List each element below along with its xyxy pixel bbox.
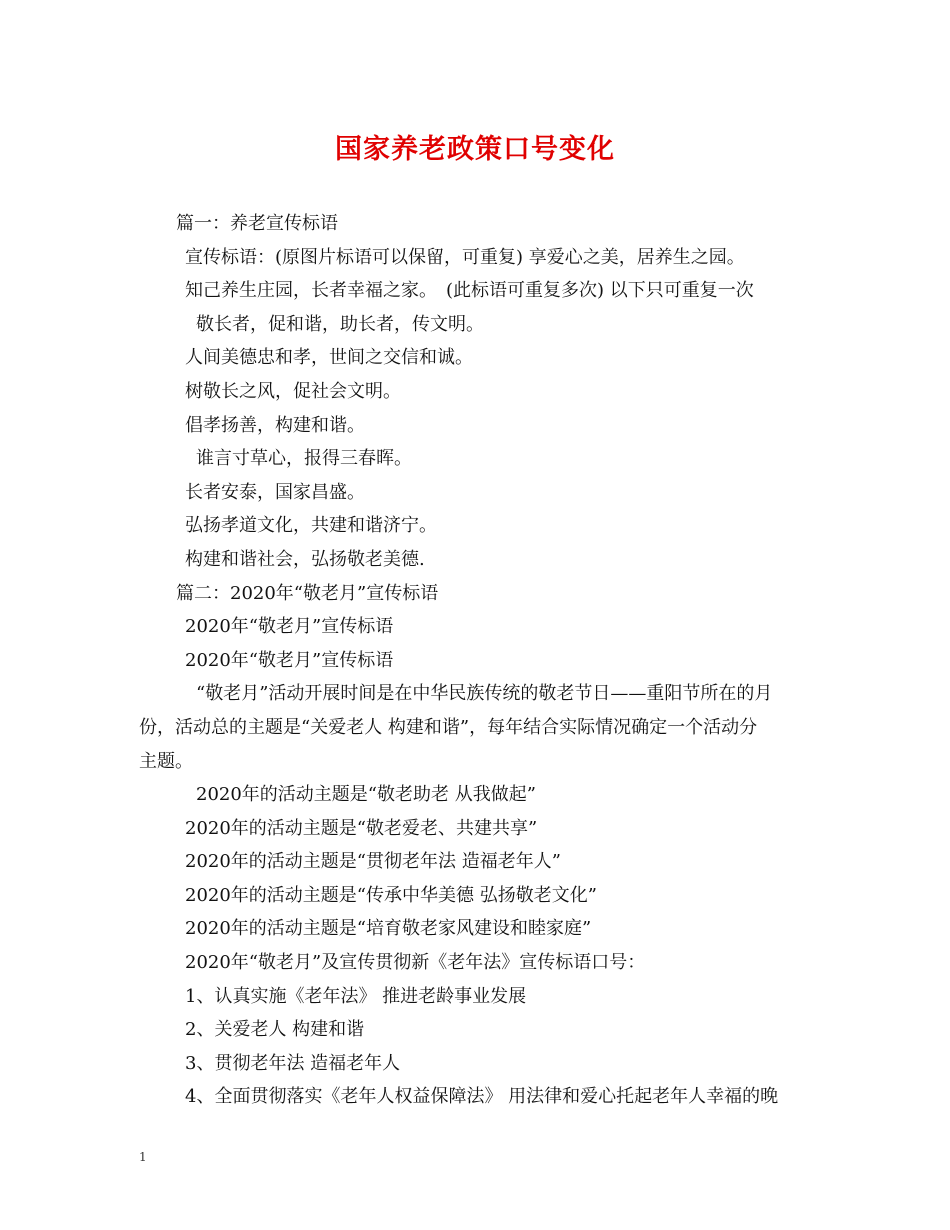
text-line: 构建和谐社会，弘扬敬老美德. — [185, 548, 425, 570]
text-line: 2020年“敬老月”宣传标语 — [185, 616, 394, 638]
theme-line: 2020年的活动主题是“贯彻老年法 造福老年人” — [185, 851, 561, 873]
text-line: 谁言寸草心，报得三春晖。 — [196, 448, 412, 470]
text-line: 知己养生庄园，长者幸福之家。 (此标语可重复多次) 以下只可重复一次 — [185, 280, 754, 302]
slogan-item: 2、关爱老人 构建和谐 — [185, 1019, 365, 1041]
text-line: 长者安泰，国家昌盛。 — [185, 481, 365, 503]
text-line: 2020年“敬老月”宣传标语 — [185, 649, 394, 671]
slogan-heading: 2020年“敬老月”及宣传贯彻新《老年法》宣传标语口号： — [185, 952, 646, 974]
theme-line: 2020年的活动主题是“培育敬老家风建设和睦家庭” — [185, 918, 592, 940]
text-line: 宣传标语：(原图片标语可以保留，可重复) 享爱心之美，居养生之园。 — [185, 246, 745, 268]
paragraph-line: “敬老月”活动开展时间是在中华民族传统的敬老节日——重阳节所在的月 — [196, 683, 773, 705]
theme-line: 2020年的活动主题是“敬老助老 从我做起” — [196, 784, 536, 806]
text-line: 人间美德忠和孝，世间之交信和诚。 — [185, 347, 473, 369]
theme-line: 2020年的活动主题是“传承中华美德 弘扬敬老文化” — [185, 884, 597, 906]
theme-line: 2020年的活动主题是“敬老爱老、共建共享” — [185, 817, 538, 839]
section-heading-1: 篇一：养老宣传标语 — [176, 213, 338, 234]
text-line: 敬长者，促和谐，助长者，传文明。 — [196, 313, 484, 335]
slogan-item: 3、贯彻老年法 造福老年人 — [185, 1052, 401, 1074]
document-body — [139, 207, 819, 1114]
text-line: 树敬长之风，促社会文明。 — [185, 380, 401, 402]
page-number: 1 — [139, 1150, 147, 1164]
slogan-item: 4、全面贯彻落实《老年人权益保障法》 用法律和爱心托起老年人幸福的晚 — [185, 1086, 779, 1108]
text-line: 弘扬孝道文化，共建和谐济宁。 — [185, 515, 437, 537]
section-heading-2: 篇二：2020年“敬老月”宣传标语 — [176, 582, 439, 604]
paragraph-line: 份，活动总的主题是“关爱老人 构建和谐”，每年结合实际情况确定一个活动分 — [139, 716, 758, 738]
paragraph-line: 主题。 — [139, 750, 193, 772]
slogan-item: 1、认真实施《老年法》 推进老龄事业发展 — [185, 985, 527, 1007]
text-line: 倡孝扬善，构建和谐。 — [185, 414, 365, 436]
document-title: 国家养老政策口号变化 — [335, 134, 615, 165]
